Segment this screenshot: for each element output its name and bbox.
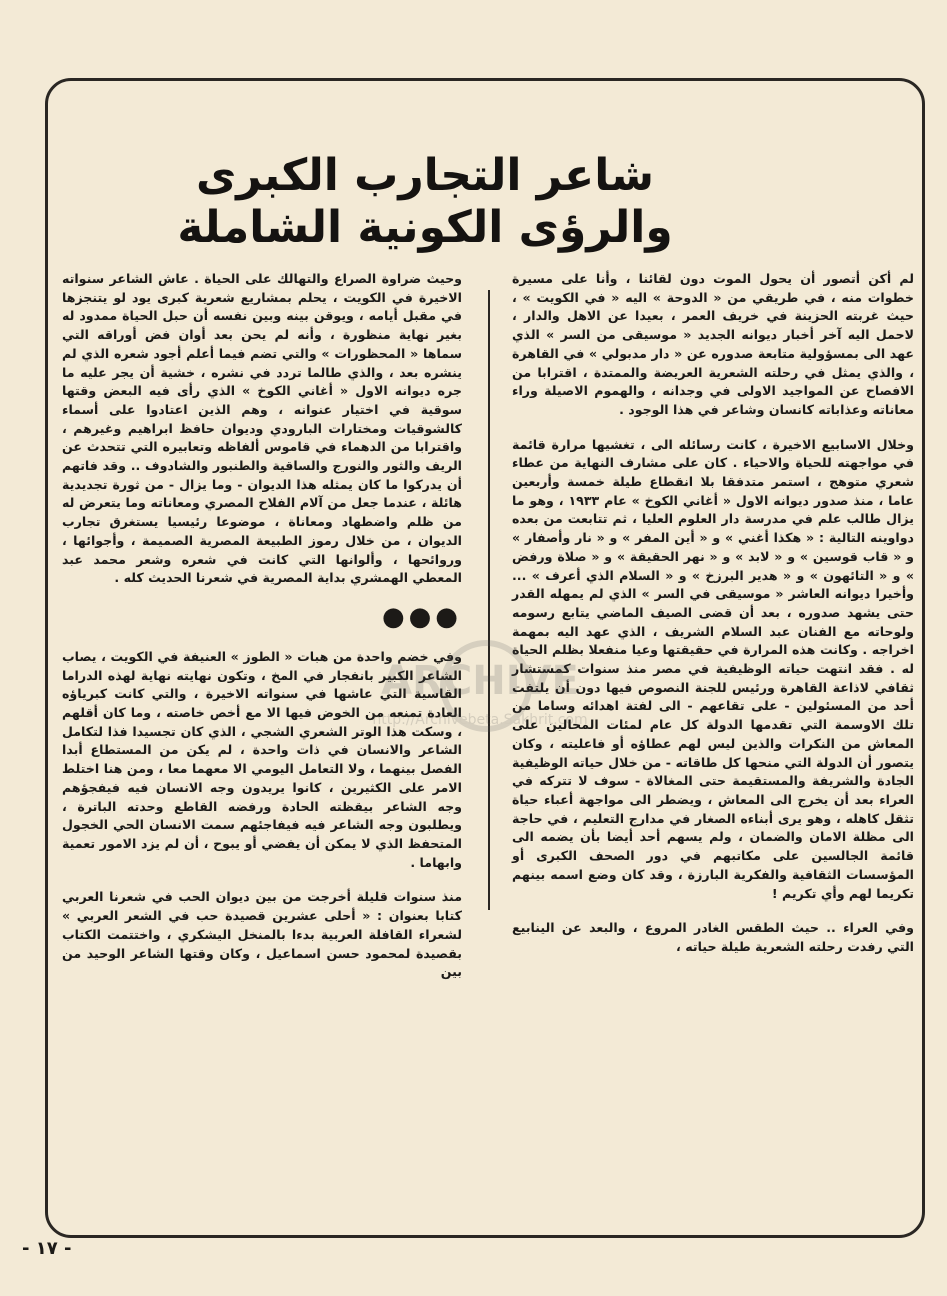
right-column xyxy=(512,270,914,973)
paragraph: وخلال الاسابيع الاخيرة ، كانت رسائله الى ، تغشيها مرارة قائمة في مواجهته للحياة والاحياء . كان على مشارف النهاية من عطاء شعري متوهج ، استمر متدفقا بلا انقطاع طيلة خمسة وأربعين عاما ، منذ صدور ديوانه الاول « أغاني الكوخ » عام ١٩٣٣ ، وهو ما يزال طالب علم في مدرسة دار العلوم العليا ، ثم تتابعت من بعده دواوينه التالية : « هكذا أغني » و « أين المفر » و « نار وأصفار » و « قاب قوسين » و « لابد » و « نهر الحقيقة » و « صلاة ورفض » و « التائهون » و « هدير البرزخ » و « السلام الذي أعرف » ... وأخيرا ديوانه العاشر « موسيقى في السر » الذي لم يمهله القدر حتى يشهد صدوره ، بعد أن قضى الصيف الماضي يتابع رسومه ولوحاته مع الفنان عبد السلام الشريف ، الذي عهد اليه بمهمة اخراجه . وكانت هذه المرارة في حقيقتها وعيا منفعلا بظلم الحياة له . فقد انتهت حياته الوظيفية في مصر منذ سنوات كمستشار ثقافي لاذاعة القاهرة ورئيس للجنة النصوص فيها دون أن يلتفت أحد من المسئولين - على تقاعهم - الى لفتة اهدائه وساما من تلك الاوسمة التي تقدمها الدولة كل عام لمئات المحالين على المعاش من النكرات والذين ليس لهم عطاؤه أو فاعليته ، وكان يتصور أن الدولة التي منحها كل طاقاته - من خلال حياته الوظيفية الجادة والشريفة والمستقيمة حتى المغالاة - سوف لا تتركه في العراء بعد أن يخرج الى المعاش ، ويضطر الى مواجهة أعباء حياة تثقل كاهله ، وهو يرى أبناءه الصغار في مدارج التعليم ، في حاجة الى مظلة الامان والضمان ، ولم يسهم أحد أيضا بأن يضمه الى قائمة الجالسين على مكاتبهم في دور الصحف الكبرى أو المؤسسات الثقافية والفكرية البارزة ، وقد كان وضع اسمه بينهم تكريما لهم وأي تكريم ! xyxy=(512,436,914,901)
paragraph: وحيث ضراوة الصراع والتهالك على الحياة . عاش الشاعر سنواته الاخيرة في الكويت ، يحلم بمشاريع شعرية كبرى يود لو يتنجزها في مقبل أيامه ، ويوقن بينه وبين نفسه أن حبل الحياة ممدود له بغير نهاية منظورة ، وأنه لم يحن بعد أوان فض أوراقه التي سماها « المحظورات » والتي تضم فيما أعلم أجود شعره الذي لم ينشره بعد ، والذي طالما تردد في نشره ، خشية أن يجر عليه ما جره ديوانه الاول « أغاني الكوخ » الذي رأى فيه البعض وقتها سوقية في اختيار عنوانه ، وهم الذين اعتادوا على أسماء كالشوقيات ومختارات البارودي وديوان حافظ ابراهيم وغيرهم ، واقترابا من الدهماء في قاموس ألفاظه وتعابيره التي تتحدث عن الريف والثور والنورج والساقية والطنبور والشادوف .. وقد فاتهم أن يدركوا ما كان يمثله هذا الديوان - وما يزال - من ثورة تجديدية هائلة ، عندما جعل من آلام الفلاح المصري ومعاناته وما يتعرض له من ظلم واضطهاد ومعاناة ، موضوعا رئيسيا يستغرق تجارب الديوان ، من خلال رموز الطبيعة المصرية الصميمة ، وأجوائها ، وروائحها ، وألوانها التي كانت في شعره وشعر محمد عبد المعطي الهمشري بداية المصرية في شعرنا الحديث كله . xyxy=(62,271,462,586)
watermark-url: http://Archivebeta.Sakhrit.com xyxy=(372,712,588,728)
paragraph: لم أكن أتصور أن يحول الموت دون لقائنا ، وأنا على مسيرة خطوات منه ، في طريقي من « الدوحة » اليه « في الكويت » ، حيث غربته الحزينة في خريف العمر ، بعيدا عن الاهل والدار ، لاحمل اليه آخر أخبار ديوانه الجديد « موسيقى من السر » الذي عهد الى بمسؤولية متابعة صدوره عن « دار مدبولي » في القاهرة ، والذي يمثل في رحلته الشعرية العريضة والممتدة ، اقترابا من الافصاح عن المواجيد الاولى في وجدانه ، والهموم الاصيلة وراء معاناته وعذاباته كانسان وشاعر في هذا الوجود . xyxy=(512,271,914,417)
page-number: - ١٧ - xyxy=(22,1238,72,1259)
paragraph: وفي خضم واحدة من هبات « الطوز » العنيفة في الكويت ، يصاب الشاعر الكبير بانفجار في المخ ، وتكون نهايته نهاية لهذه الدراما القاسية التي عاشها في سنواته الاخيرة ، والتي كانت كبرياؤه العادة تمنعه من الخوض فيها الا مع أخص خاصته ، وما كان أقلهم ، وسكت هذا الوتر الشعري الشجي ، الذي كان تجسيدا فذا لتكامل الشاعر والانسان في ذات واحدة ، لم يكن من المستطاع أبدا الفصل بينهما ، ولا التعامل اليومي الا معهما معا ، ومن هنا اختلط الامر على الكثيرين ، كانوا يريدون وجه الانسان فيه فيفجؤهم وجه الشاعر بيقظته الحادة ورفضه القاطع وحدته الباترة ، ويطلبون وجه الشاعر فيه فيفاجئهم سمت الانسان الحي الخجول المتحفظ الذي لا يمكن أن يفضي أو يبوح ، أن لم يزد الامور تعمية وابهاما . xyxy=(62,648,462,870)
paragraph: وفي العراء .. حيث الطقس الغادر المروع ، والبعد عن الينابيع التي رفدت رحلته الشعرية طيلة حياته ، xyxy=(512,920,914,954)
article-title xyxy=(150,150,700,254)
watermark-text: ARCHIVE xyxy=(381,658,579,704)
title-line-2: والرؤى الكونية الشاملة xyxy=(177,202,673,253)
column-divider xyxy=(488,290,490,910)
paragraph: منذ سنوات قليلة أخرجت من بين ديوان الحب في شعرنا العربي كتابا بعنوان : « أحلى عشرين قصيدة حب في الشعر العربي » لشعراء القافلة العربية بدءا بالمنخل اليشكري ، واختتمت الكتاب بقصيدة لمحمود حسن اسماعيل ، وكان وقتها الشاعر الوحيد من بين xyxy=(62,889,462,980)
section-separator: ●●● xyxy=(381,601,462,632)
title-line-1: شاعر التجارب الكبرى xyxy=(195,150,655,201)
left-column xyxy=(62,270,462,998)
